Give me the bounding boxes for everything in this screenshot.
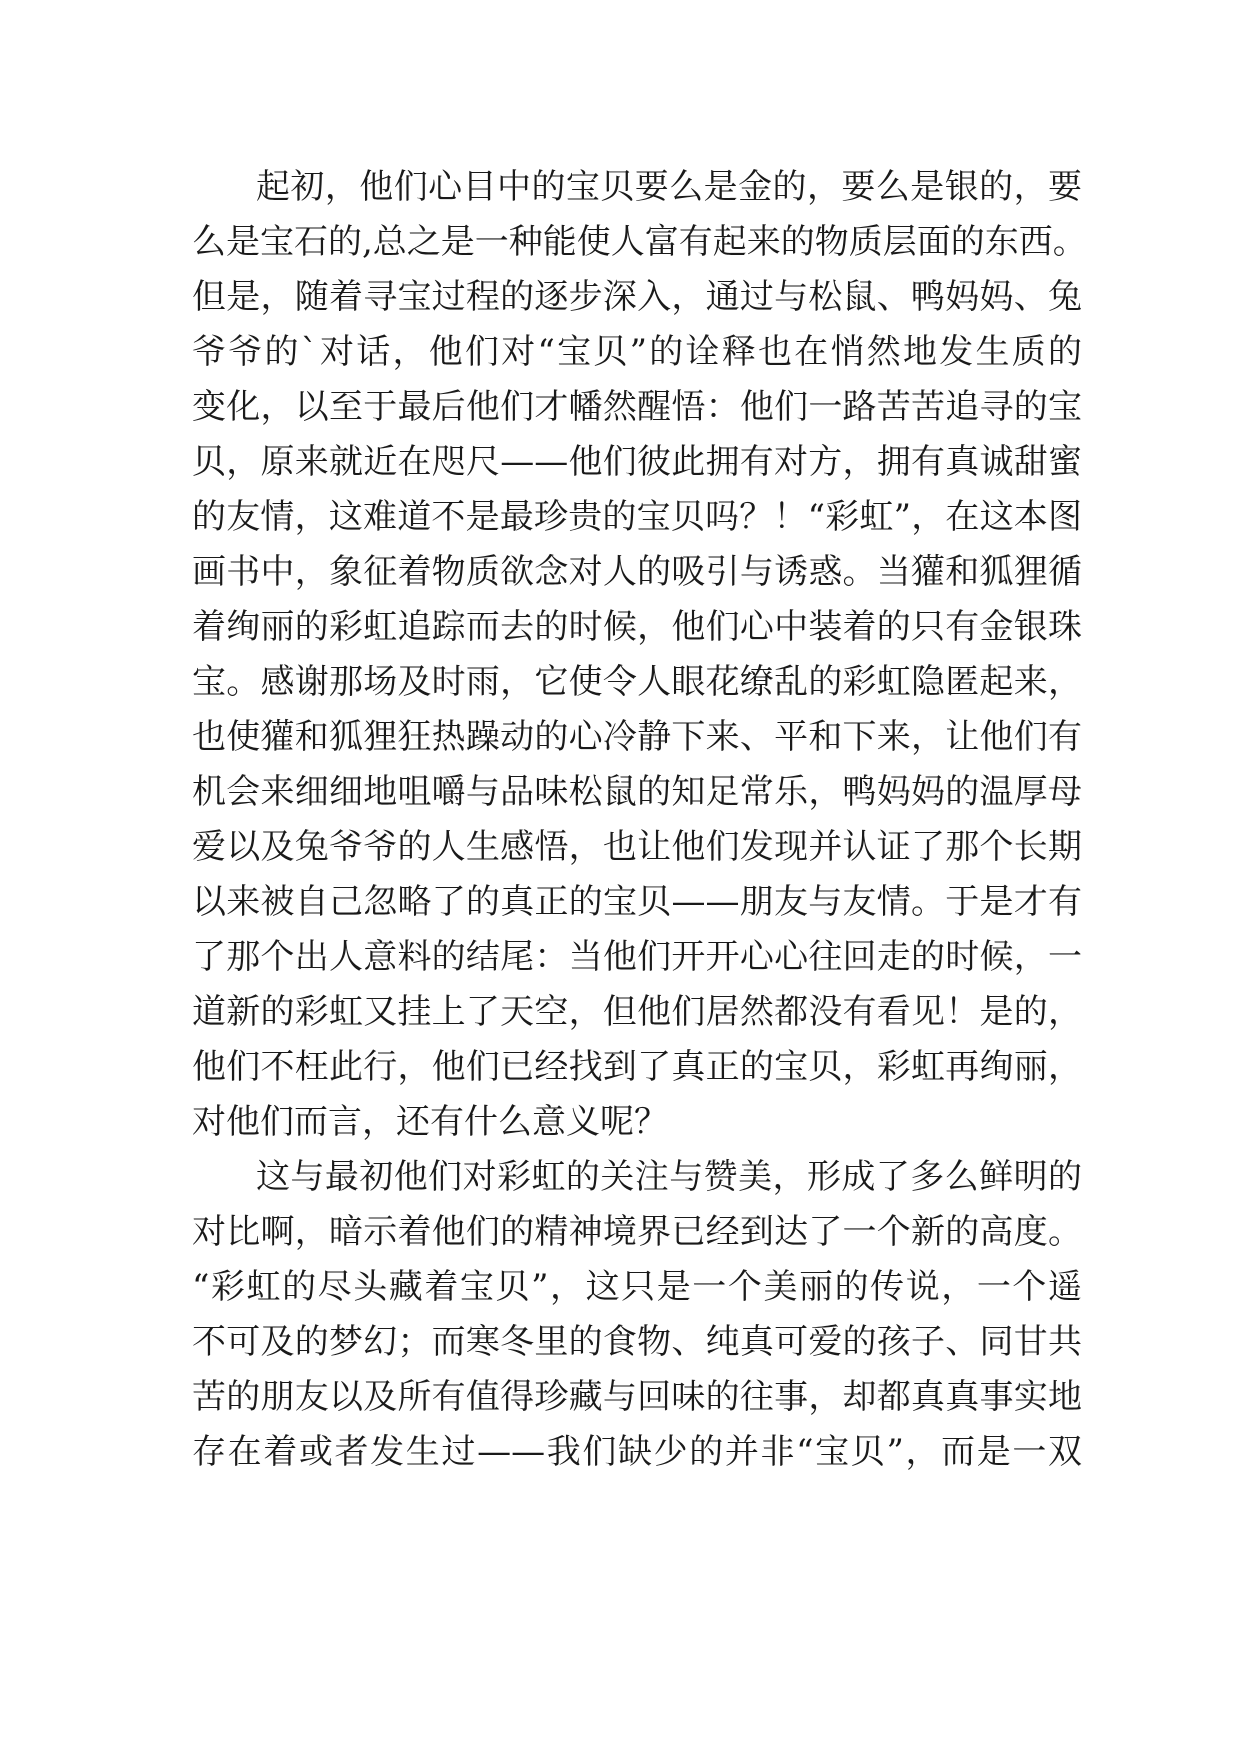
paragraph-line: 宝。感谢那场及时雨，它使令人眼花缭乱的彩虹隐匿起来， [192,662,1082,702]
paragraph-line: 以来被自己忽略了的真正的宝贝——朋友与友情。于是才有 [192,882,1082,922]
paragraph-line: 也使獾和狐狸狂热躁动的心冷静下来、平和下来，让他们有 [192,717,1082,757]
paragraph-line: 存在着或者发生过——我们缺少的并非“宝贝”，而是一双 [192,1432,1082,1472]
paragraph-line: 苦的朋友以及所有值得珍藏与回味的往事，却都真真事实地 [192,1377,1082,1417]
paragraph-line: 他们不枉此行，他们已经找到了真正的宝贝，彩虹再绚丽， [192,1047,1082,1087]
paragraph-line: 爱以及兔爷爷的人生感悟，也让他们发现并认证了那个长期 [192,827,1082,867]
paragraph-line: 但是，随着寻宝过程的逐步深入，通过与松鼠、鸭妈妈、兔 [192,277,1082,317]
paragraph-line: 对比啊，暗示着他们的精神境界已经到达了一个新的高度。 [192,1212,1082,1252]
paragraph-line: 了那个出人意料的结尾：当他们开开心心往回走的时候，一 [192,937,1082,977]
paragraph-line: 起初，他们心目中的宝贝要么是金的，要么是银的，要 [256,167,1082,207]
paragraph-line: “彩虹的尽头藏着宝贝”，这只是一个美丽的传说，一个遥 [192,1267,1082,1307]
paragraph-line: 机会来细细地咀嚼与品味松鼠的知足常乐，鸭妈妈的温厚母 [192,772,1082,812]
paragraph-line: 着绚丽的彩虹追踪而去的时候，他们心中装着的只有金银珠 [192,607,1082,647]
paragraph-line: 这与最初他们对彩虹的关注与赞美，形成了多么鲜明的 [256,1157,1082,1197]
paragraph-line: 么是宝石的,总之是一种能使人富有起来的物质层面的东西。 [192,222,1087,262]
paragraph-line: 对他们而言，还有什么意义呢？ [192,1102,668,1142]
paragraph-line: 爷爷的`对话，他们对“宝贝”的诠释也在悄然地发生质的 [192,332,1082,372]
paragraph-1 [192,160,1087,1150]
paragraph-line: 不可及的梦幻；而寒冬里的食物、纯真可爱的孩子、同甘共 [192,1322,1082,1362]
paragraph-line: 画书中，象征着物质欲念对人的吸引与诱惑。当獾和狐狸循 [192,552,1082,592]
paragraph-line: 的友情，这难道不是最珍贵的宝贝吗？！“彩虹”，在这本图 [192,497,1082,537]
paragraph-line: 贝，原来就近在咫尺——他们彼此拥有对方，拥有真诚甜蜜 [192,442,1082,482]
document-body [192,160,1087,1480]
paragraph-line: 变化，以至于最后他们才幡然醒悟：他们一路苦苦追寻的宝 [192,387,1082,427]
paragraph-line: 道新的彩虹又挂上了天空，但他们居然都没有看见！是的， [192,992,1082,1032]
paragraph-2 [192,1150,1082,1480]
